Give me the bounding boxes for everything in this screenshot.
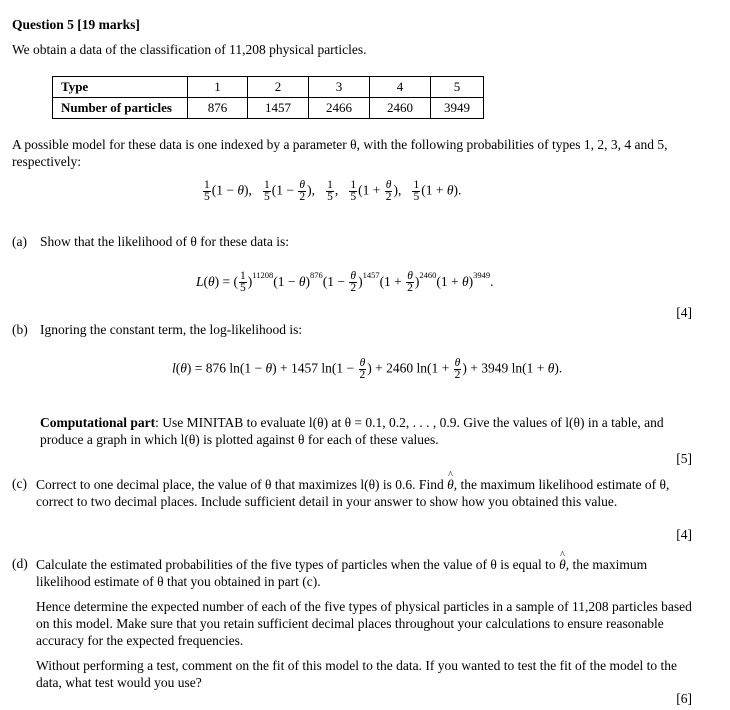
part-b-label: (b) [12, 322, 28, 337]
part-d-label: (d) [12, 556, 28, 571]
part-b-text: Ignoring the constant term, the log-likelihood is: [40, 322, 303, 337]
part-c-text-before: Correct to one decimal place, the value of θ that maximizes l(θ) is 0.6. Find [36, 477, 444, 492]
computational-text: : Use MINITAB to evaluate l(θ) at θ = 0.1, 0.2, . . . , 0.9. Give the values of l(θ) in a table, and produce a graph in which l(θ) is plotted against θ for each of these values. [40, 415, 664, 447]
question-title: Question 5 [19 marks] [12, 17, 140, 32]
probabilities-formula: $\frac{1}{5}$ (1 − θ), $\frac{1}{5}$ (1 − $\frac{\theta}{2}$ ), $\frac{1}{5}$ , $\frac{1}{5}$ (1 + $\frac{\theta}{2}$ ), $\frac{1}{5}$ (1 + θ). [204, 179, 462, 203]
count-cell: 1457 [248, 98, 309, 119]
part-c-text-after: , the maximum likelihood estimate of θ, correct to two decimal places. Include sufficient detail in your answer to show how you obtained this value. [36, 477, 670, 509]
likelihood-formula: L(θ) = ( $\frac{1}{5}$ )$^{11208}(1 - \theta)^{876}(1$ − $\frac{\theta}{2}$ )$^{1457}$(1 + $\frac{\theta}{2}$ )$^{2460}(1 + \theta)^{3949}$. [196, 270, 494, 295]
part-d-text-after: , the maximum likelihood estimate of θ that you obtained in part (c). [36, 557, 648, 589]
type-cell: 2 [248, 77, 309, 98]
theta-hat-symbol: ^ θ [447, 476, 454, 493]
part-a-text: Show that the likelihood of θ for these data is: [40, 234, 290, 249]
part-d-para2: Hence determine the expected number of each of the five types of physical particles in a sample of 11,208 particles based on this model. Make sure that you retain sufficient decimal places throughout your calculations to ensure reasonable accuracy for the expected frequencies. [36, 599, 692, 648]
part-a-mark: [4] [676, 305, 692, 320]
part-c-mark: [4] [676, 527, 692, 542]
type-cell: 5 [431, 77, 484, 98]
count-cell: 2466 [309, 98, 370, 119]
model-text: A possible model for these data is one indexed by a parameter θ, with the following probabilities of types 1, 2, 3, 4 and 5, respectively: [12, 137, 668, 169]
count-cell: 876 [188, 98, 248, 119]
row-label-count: Number of particles [53, 98, 188, 119]
type-cell: 3 [309, 77, 370, 98]
part-d-para3: Without performing a test, comment on the fit of this model to the data. If you wanted to test the fit of the model to the data, what test would you use? [36, 658, 677, 690]
type-cell: 1 [188, 77, 248, 98]
part-d-text [36, 556, 696, 590]
computational-part [40, 414, 696, 448]
row-label-type: Type [53, 77, 188, 98]
part-d-mark: [6] [676, 691, 692, 706]
part-a-label: (a) [12, 234, 27, 249]
table-row-type [53, 77, 484, 98]
type-cell: 4 [370, 77, 431, 98]
particle-table [52, 76, 484, 119]
log-likelihood-formula: l(θ) = 876 ln(1 − θ) + 1457 ln(1 − $\frac{\theta}{2}$ ) + 2460 ln(1 + $\frac{\theta}{2}$ ) + 3949 ln(1 + θ). [172, 357, 563, 381]
intro-text: We obtain a data of the classification of 11,208 physical particles. [12, 42, 367, 57]
theta-hat-symbol: ^ θ [559, 556, 566, 573]
table-row-count [53, 98, 484, 119]
computational-heading: Computational part [40, 415, 156, 430]
part-d-text-before: Calculate the estimated probabilities of the five types of particles when the value of θ is equal to [36, 557, 556, 572]
part-c-label: (c) [12, 476, 27, 491]
count-cell: 2460 [370, 98, 431, 119]
part-b-mark: [5] [676, 451, 692, 466]
part-c-text [36, 476, 696, 510]
count-cell: 3949 [431, 98, 484, 119]
